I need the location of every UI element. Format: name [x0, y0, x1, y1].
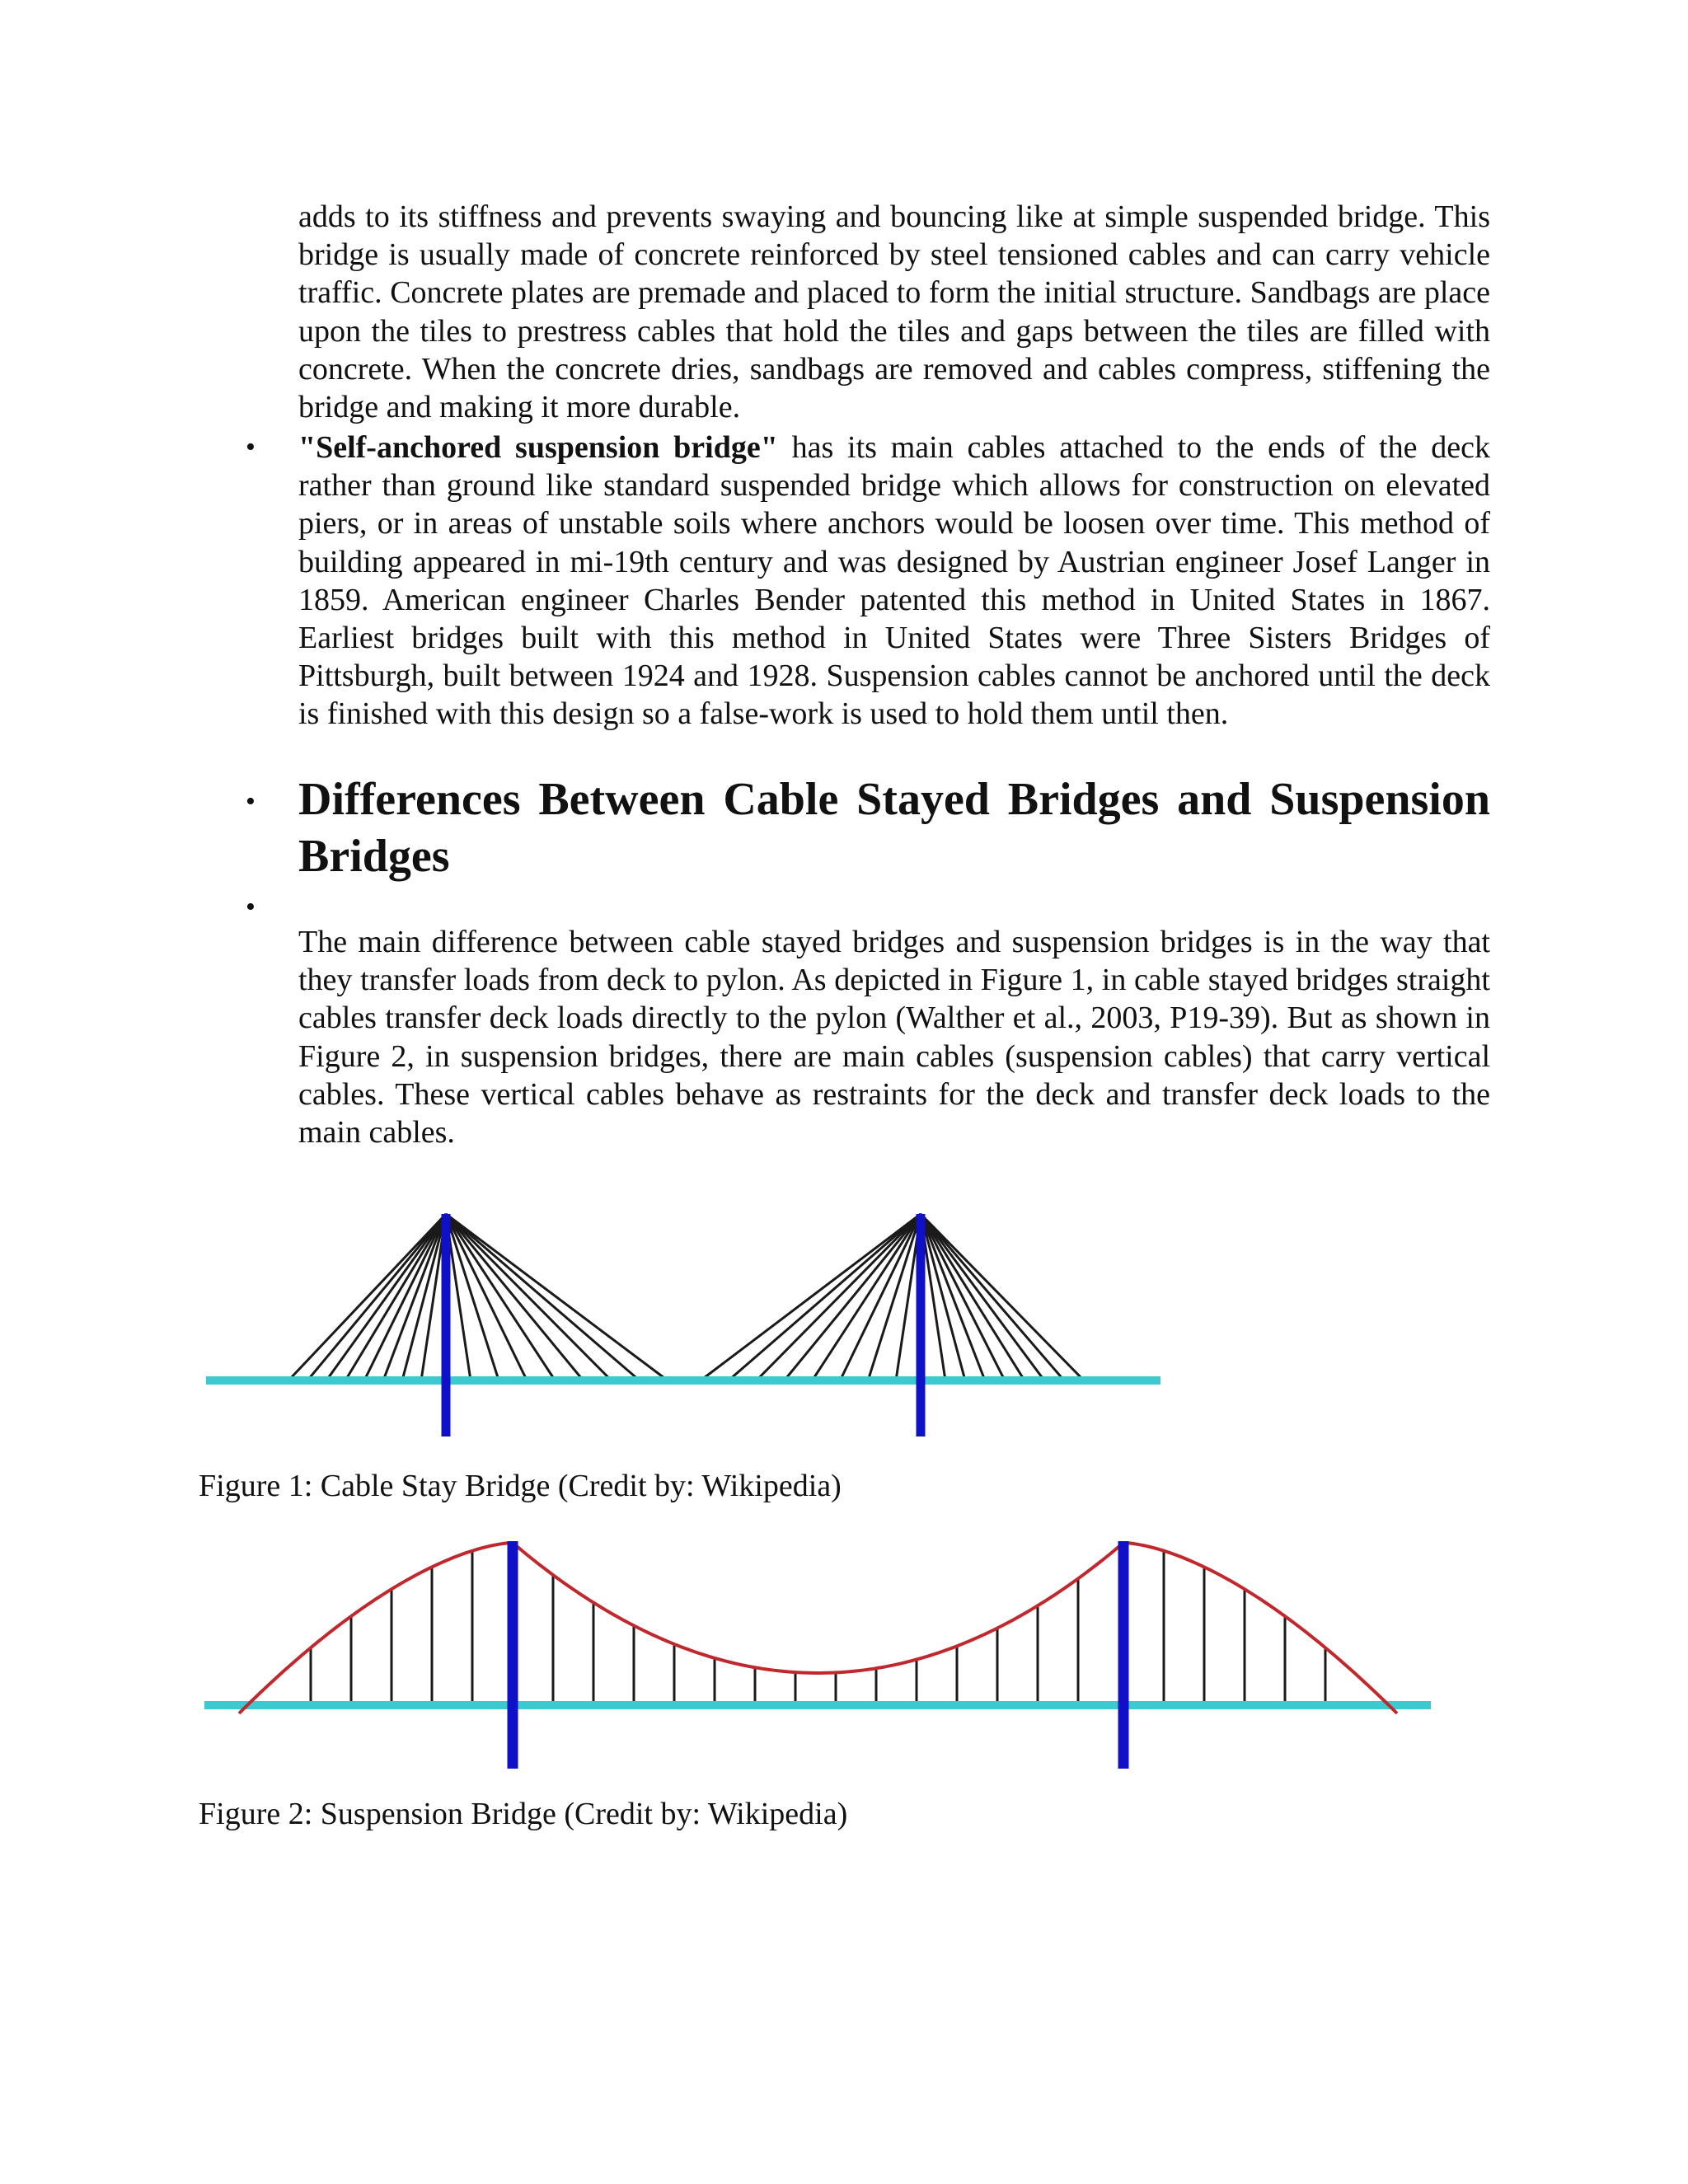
- bullet-2: •: [246, 786, 256, 817]
- stay-cables: [288, 1214, 1084, 1380]
- suspension-bridge-figure: [198, 1535, 1434, 1782]
- paragraph-3: The main difference between cable stayed bridges and suspension bridges is in the way that they transfer loads from deck to pylon. As depicted in Figure 1, in cable stayed bridges straight cables transfer deck loads directly to the pylon (Walther et al., 2003, P19-39). But as shown in Figure 2, in suspension bridges, there are main cables (suspension cables) that carry vertical cables. These vertical cables behave as restraints for the deck and transfer deck loads to the main cables.: [298, 925, 1490, 1151]
- stay-cable: [921, 1214, 985, 1380]
- stay-cable: [326, 1214, 446, 1380]
- cable-stay-bridge-figure: [198, 1199, 1170, 1446]
- figure-2-caption: Figure 2: Suspension Bridge (Credit by: Wikipedia): [199, 1797, 848, 1831]
- bullet-1: •: [246, 432, 256, 462]
- stay-cable: [383, 1214, 446, 1380]
- self-anchored-term: "Self-anchored suspension bridge": [298, 430, 778, 465]
- paragraph-2-text: has its main cables attached to the ends of the deck rather than ground like standard suspended bridge which allows for construction on elevated piers, or in areas of unstable soils where anchors would be loosen over time. This method of building appeared in mi-19th century and was designed by Austrian engineer Josef Langer in 1859. American engineer Charles Bender patented this method in United States in 1867. Earliest bridges built with this method in United States were Three Sisters Bridges of Pittsburgh, built between 1924 and 1928. Suspension cables cannot be anchored until the deck is finished with this design so a false-work is used to hold them until then.: [298, 430, 1490, 732]
- stay-cable: [446, 1214, 612, 1380]
- section-heading: Differences Between Cable Stayed Bridges and Suspension Bridges: [298, 774, 1490, 882]
- paragraph-2: [298, 429, 1490, 733]
- stay-cable: [921, 1214, 1044, 1380]
- stay-cable: [921, 1214, 1084, 1380]
- stay-cable: [288, 1214, 446, 1380]
- stay-cable: [701, 1214, 921, 1380]
- stay-cable: [446, 1214, 555, 1380]
- stay-cable: [446, 1214, 668, 1380]
- hanger-cables: [311, 1551, 1325, 1705]
- stay-cable: [446, 1214, 640, 1380]
- main-suspension-cable: [239, 1543, 1397, 1713]
- stay-cable: [345, 1214, 446, 1380]
- stay-cable: [729, 1214, 921, 1380]
- stay-cable: [757, 1214, 921, 1380]
- stay-cable: [812, 1214, 921, 1380]
- bullet-3: •: [246, 892, 256, 922]
- paragraph-1: adds to its stiffness and prevents swaying and bouncing like at simple suspended bridge. This bridge is usually made of concrete reinforced by steel tensioned cables and can carry vehicle traffic. Concrete plates are premade and placed to form the initial structure. Sandbags are place upon the tiles to prestress cables that hold the tiles and gaps between the tiles are filled with concrete. When the concrete dries, sandbags are removed and cables compress, stiffening the bridge and making it more durable.: [298, 199, 1490, 425]
- stay-cable: [921, 1214, 1025, 1380]
- figure-1-caption: Figure 1: Cable Stay Bridge (Credit by: Wikipedia): [199, 1469, 842, 1503]
